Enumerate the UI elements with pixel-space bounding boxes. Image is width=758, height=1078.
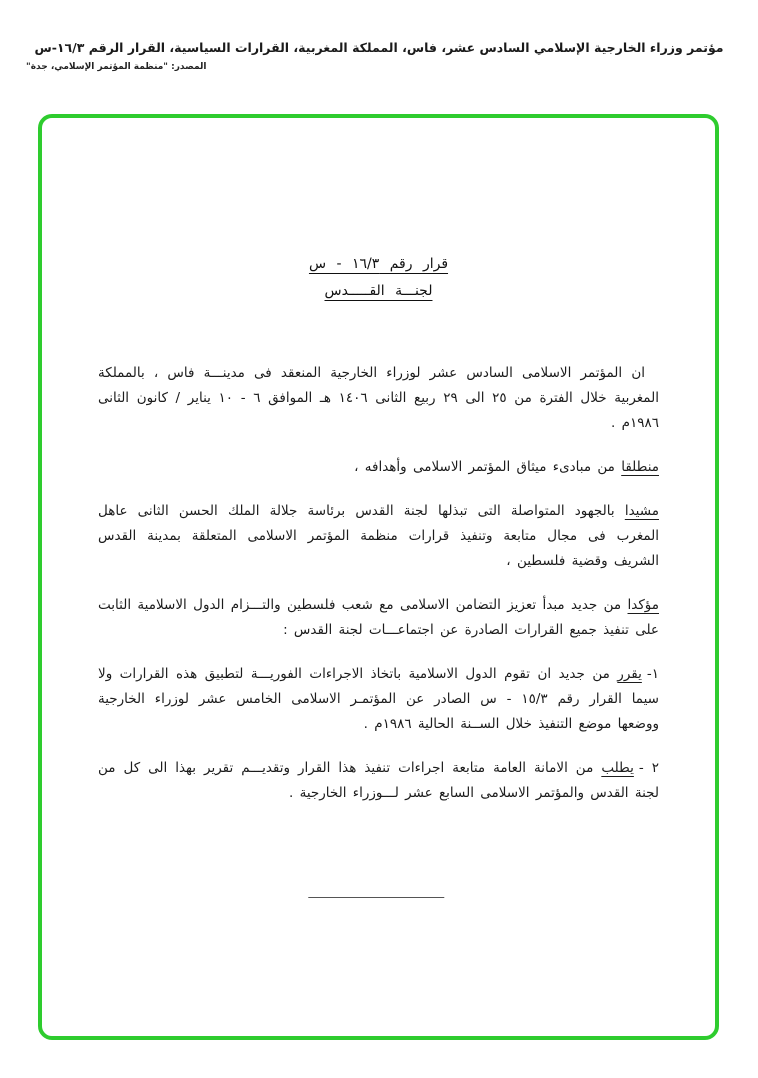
- operative-paragraph-2: [98, 756, 659, 806]
- paragraph-lead: منطلقا: [621, 458, 659, 475]
- paragraph-lead: يطلب: [601, 759, 634, 776]
- resolution-body: [98, 361, 659, 806]
- paragraph-text: من جديد مبدأ تعزيز التضامن الاسلامى مع شعب فلسطين والتـــزام الدول الاسلامية الثابت على تنفيذ جميع القرارات الصادرة عن اجتماعـــات لجنة القدس :: [98, 596, 659, 638]
- footer-divider: [308, 897, 444, 898]
- citation-line: مؤتمر وزراء الخارجية الإسلامي السادس عشر، فاس، المملكة المغربية، القرارات السياسية، القرار الرقم ١٦/٣-س: [34, 40, 724, 55]
- item-number: ٢ -: [638, 759, 659, 776]
- source-line: المصدر: "منظمة المؤتمر الإسلامي، جدة": [26, 62, 207, 72]
- preamble-paragraph: [98, 361, 659, 436]
- paragraph-text: ان المؤتمر الاسلامى السادس عشر لوزراء الخارجية المنعقد فى مدينـــة فاس ، بالمملكة المغربية خلال الفترة من ٢٥ الى ٢٩ ربيع الثانى ١٤٠٦ هـ الموافق ٦ - ١٠ يناير / كانون الثانى ١٩٨٦م .: [98, 364, 659, 431]
- affirmation-paragraph: [98, 593, 659, 643]
- resolution-title: [98, 256, 659, 311]
- operative-paragraph-1: [98, 662, 659, 737]
- paragraph-lead: يقرر: [617, 665, 642, 682]
- paragraph-text: بالجهود المتواصلة التى تبذلها لجنة القدس برئاسة جلالة الملك الحسن الثانى عاهل المغرب فى مجال متابعة وتنفيذ قرارات منظمة المؤتمر الاسلامى المتعلقة بمدينة القدس الشريف وقضية فلسطين ،: [98, 502, 659, 569]
- item-number: ١-: [646, 665, 659, 682]
- document-header: [0, 0, 758, 72]
- paragraph-text: من مبادىء ميثاق المؤتمر الاسلامى وأهدافه ،: [354, 458, 615, 475]
- paragraph-text: من الامانة العامة متابعة اجراءات تنفيذ هذا القرار وتقديـــم تقرير بهذا الى كل من لجنة القدس والمؤتمر الاسلامى السابع عشر لـــوزراء الخارجية .: [98, 759, 659, 801]
- document-page: [38, 114, 719, 1040]
- commendation-paragraph: [98, 499, 659, 574]
- basis-paragraph: [98, 455, 659, 480]
- paragraph-lead: مشيدا: [624, 502, 659, 519]
- resolution-number-line: قرار رقم ١٦/٣ - س: [308, 256, 449, 272]
- committee-name-line: لجنـــة القـــــدس: [324, 283, 433, 300]
- paragraph-lead: مؤكدا: [627, 596, 659, 613]
- paragraph-text: من جديد ان تقوم الدول الاسلامية باتخاذ الاجراءات الفوريـــة لتطبيق هذه القرارات ولا سيما القرار رقم ١٥/٣ - س الصادر عن المؤتمـر الاسلامى الخامس عشر لوزراء الخارجية ووضعها موضع التنفيذ خلال الســنة الحالية ١٩٨٦م .: [98, 665, 659, 732]
